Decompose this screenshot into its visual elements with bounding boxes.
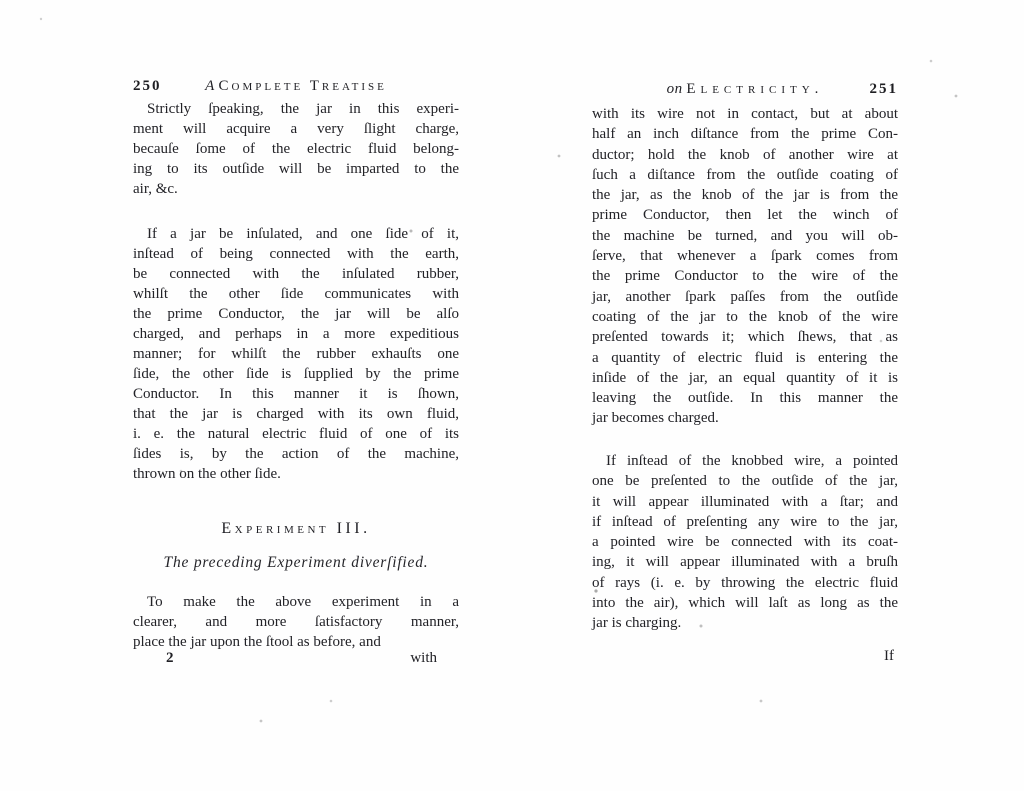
text-line: Strictly ſpeaking, the jar in this experi- [147, 101, 459, 117]
running-title-prefix: on [666, 81, 683, 97]
right-page-header [592, 81, 898, 101]
text-line: If a jar be inſulated, and one ſide of it, [147, 226, 459, 242]
text-line: inſide of the jar, an equal quantity of it is [592, 369, 898, 386]
text-line: ſides is, by the action of the machine, [133, 446, 459, 462]
text-line: into the air), which will laſt as long as the [592, 595, 898, 612]
text-line: leaving the outſide. In this manner the [592, 390, 898, 407]
right-page-number: 251 [869, 81, 898, 97]
text-line: place the jar upon the ſtool as before, and [133, 634, 381, 650]
text-line: a quantity of electric fluid is entering the [592, 349, 898, 366]
text-line: thrown on the other ſide. [133, 466, 281, 482]
text-line: To make the above experiment in a [147, 594, 459, 610]
text-line: If inſtead of the knobbed wire, a pointed [606, 453, 898, 469]
text-line: air, &c. [133, 181, 178, 197]
experiment-subtitle: The preceding Experiment diverſified. [163, 554, 429, 571]
text-line: be connected with the inſulated rubber, [133, 266, 459, 282]
text-line: half an inch diſtance from the prime Con- [592, 126, 898, 143]
text-line: charged, and perhaps in a more expeditious [133, 326, 459, 342]
catchword-row [592, 648, 898, 665]
text-line: the prime Conductor, the jar will be alſo [133, 306, 459, 322]
paragraph [592, 451, 898, 634]
text-line: clearer, and more ſatisfactory manner, [133, 614, 459, 630]
catchword: with [410, 650, 437, 666]
text-line: Conductor. In this manner it is ſhown, [133, 386, 459, 402]
text-line: a pointed wire be connected with its coat- [592, 534, 898, 551]
text-line: the machine be turned, and you will ob- [592, 227, 898, 244]
text-line: jar becomes charged. [592, 410, 719, 427]
text-line: that the jar is charged with its own fluid, [133, 406, 459, 422]
catchword: If [884, 648, 894, 664]
left-running-title [133, 78, 459, 95]
left-page-header [133, 78, 459, 98]
text-line: ing to its outſide will be imparted to the [133, 161, 459, 177]
text-line: ſuch a diſtance from the outſide coating of [592, 166, 898, 183]
running-title-prefix: A [205, 78, 215, 94]
right-running-title [592, 81, 898, 98]
text-line: of rays (i. e. by throwing the electric fluid [592, 574, 898, 591]
left-page-number: 250 [133, 78, 162, 94]
text-line: it will appear illuminated with a ſtar; and [592, 493, 898, 510]
text-line: jar is charging. [592, 615, 682, 632]
text-line: ing, it will appear illuminated with a bruſh [592, 554, 898, 571]
text-line: the jar, as the knob of the jar is from the [592, 187, 898, 204]
text-line: ductor; hold the knob of another wire at [592, 146, 898, 163]
text-line: preſented towards it; which ſhews, that as [592, 329, 898, 346]
paragraph [133, 224, 459, 484]
text-line: one be preſented to the outſide of the jar, [592, 473, 898, 490]
text-line: manner; for whilſt the rubber exhauſts one [133, 346, 459, 362]
text-line: jar, another ſpark paſſes from the outſide [592, 288, 898, 305]
paragraph [133, 99, 459, 199]
text-line: ſerve, that whenever a ſpark comes from [592, 248, 898, 265]
experiment-heading: Experiment III. [221, 520, 371, 537]
text-line: prime Conductor, then let the winch of [592, 207, 898, 224]
text-line: ment will acquire a very ſlight charge, [133, 121, 459, 137]
text-line: whilſt the other ſide communicates with [133, 286, 459, 302]
scan-noise [0, 0, 2, 2]
text-line: the prime Conductor to the wire of the [592, 268, 898, 285]
signature-mark: 2 [166, 650, 174, 666]
paragraph [133, 592, 459, 652]
running-title-text: Electricity. [686, 81, 824, 97]
text-line: ſide, the other ſide is ſupplied by the prime [133, 366, 459, 382]
signature-row [133, 650, 459, 667]
text-line: inſtead of being connected with the earth, [133, 246, 459, 262]
text-line: becauſe ſome of the electric fluid belong- [133, 141, 459, 157]
running-title-text: Complete Treatise [218, 78, 387, 94]
text-line: i. e. the natural electric fluid of one of its [133, 426, 459, 442]
text-line: if inſtead of preſenting any wire to the jar, [592, 513, 898, 530]
text-line: coating of the jar to the knob of the wire [592, 308, 898, 325]
text-line: with its wire not in contact, but at about [592, 106, 898, 122]
paragraph [592, 104, 898, 429]
